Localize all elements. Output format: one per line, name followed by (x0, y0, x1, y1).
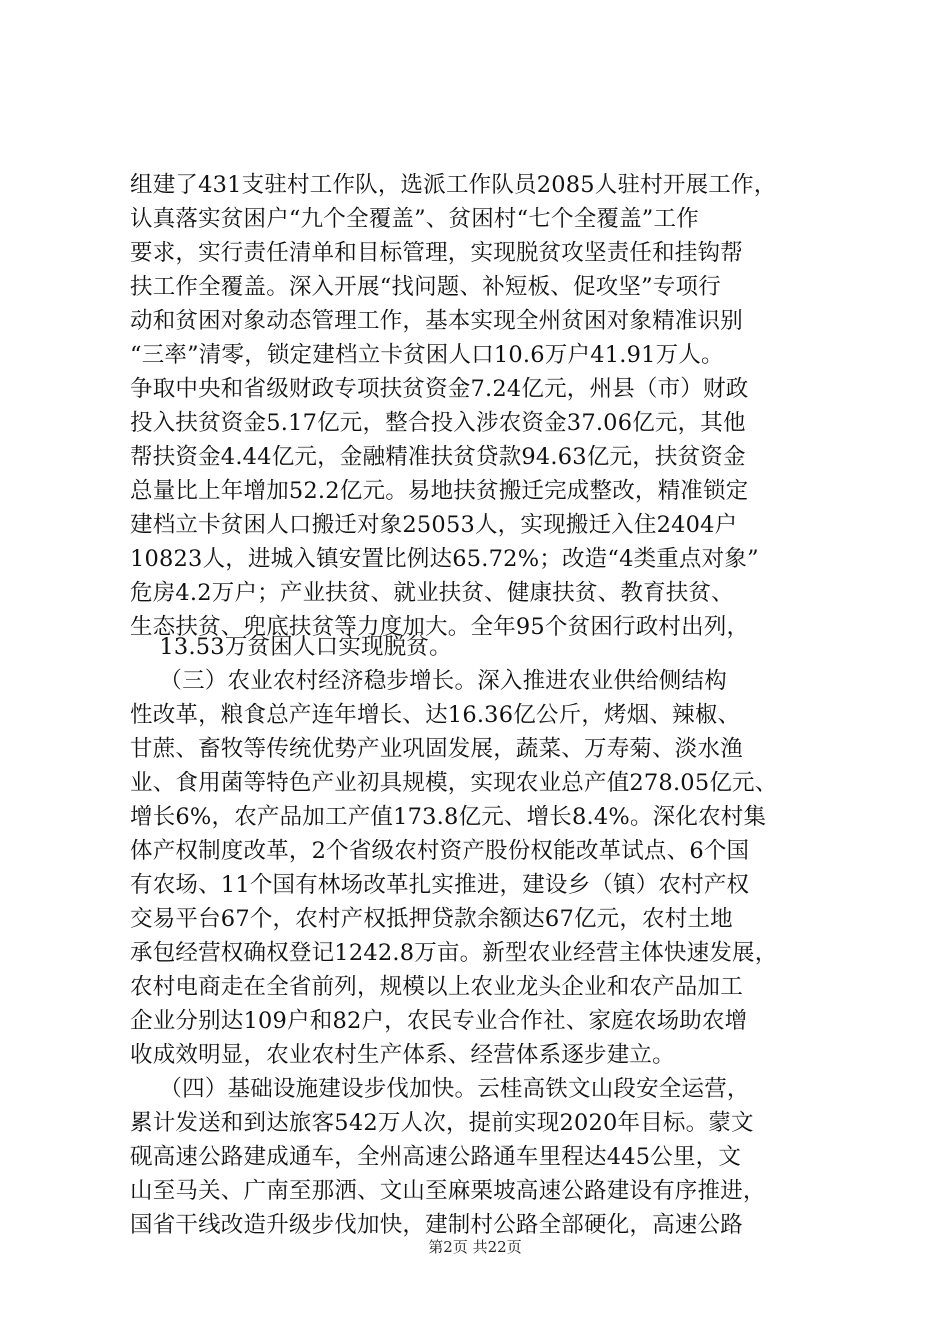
text-line: 危房4.2万户；产业扶贫、就业扶贫、健康扶贫、教育扶贫、 (130, 580, 734, 606)
text-line: 收成效明显，农业农村生产体系、经营体系逐步建立。 (130, 1042, 675, 1068)
text-line: 争取中央和省级财政专项扶贫资金7.24亿元，州县（市）财政 (130, 376, 749, 402)
text-line: 砚高速公路建成通车，全州高速公路通车里程达445公里，文 (130, 1144, 742, 1170)
text-line: 企业分别达109户和82户，农民专业合作社、家庭农场助农增 (130, 1008, 748, 1034)
text-line: 甘蔗、畜牧等传统优势产业巩固发展，蔬菜、万寿菊、淡水渔 (130, 736, 743, 762)
text-line: 建档立卡贫困人口搬迁对象25053人，实现搬迁入住2404户 (130, 512, 738, 538)
text-line: 组建了431支驻村工作队，选派工作队员2085人驻村开展工作， (130, 172, 777, 198)
text-line: 要求，实行责任清单和目标管理，实现脱贫攻坚责任和挂钩帮 (130, 240, 743, 266)
paragraph-poverty-alleviation (130, 168, 830, 644)
text-line: 总量比上年增加52.2亿元。易地扶贫搬迁完成整改，精准锁定 (130, 478, 749, 504)
text-line: 帮扶资金4.44亿元，金融精准扶贫贷款94.63亿元，扶贫资金 (130, 444, 746, 470)
text-line: “三率”清零，锁定建档立卡贫困人口10.6万户41.91万人。 (130, 342, 724, 368)
text-line: 业、食用菌等特色产业初具规模，实现农业总产值278.05亿元、 (130, 770, 778, 796)
text-line: 认真落实贫困户“九个全覆盖”、贫困村“七个全覆盖”工作 (130, 206, 699, 232)
text-line: 扶工作全覆盖。深入开展“找问题、补短板、促攻坚”专项行 (130, 274, 721, 300)
page-number-footer: 第2页 共22页 (428, 1238, 522, 1256)
text-line: 性改革，粮食总产连年增长、达16.36亿公斤，烤烟、辣椒、 (130, 702, 741, 728)
text-line: 承包经营权确权登记1242.8万亩。新型农业经营主体快速发展， (130, 940, 778, 966)
text-line: 体产权制度改革，2个省级农村资产股份权能改革试点、6个国 (130, 838, 750, 864)
text-line: 农村电商走在全省前列，规模以上农业龙头企业和农产品加工 (130, 974, 743, 1000)
text-line: 增长6%，农产品加工产值173.8亿元、增长8.4%。深化农村集 (130, 804, 767, 830)
text-line: 10823人，进城入镇安置比例达65.72%；改造“4类重点对象” (130, 546, 759, 572)
section-heading-line: （四）基础设施建设步伐加快。云桂高铁文山段安全运营， (130, 1076, 750, 1102)
section-heading-line: （三）农业农村经济稳步增长。深入推进农业供给侧结构 (130, 668, 727, 694)
text-line: 累计发送和到达旅客542万人次，提前实现2020年目标。蒙文 (130, 1110, 754, 1136)
text-line: 13.53万贫困人口实现脱贫。 (130, 634, 452, 660)
text-line: 山至马关、广南至那洒、文山至麻栗坡高速公路建设有序推进， (130, 1178, 766, 1204)
text-line: 国省干线改造升级步伐加快，建制村公路全部硬化，高速公路 (130, 1212, 743, 1238)
text-line: 交易平台67个，农村产权抵押贷款余额达67亿元，农村土地 (130, 906, 733, 932)
text-line: 动和贫困对象动态管理工作，基本实现全州贫困对象精准识别 (130, 308, 743, 334)
text-line: 投入扶贫资金5.17亿元，整合投入涉农资金37.06亿元，其他 (130, 410, 746, 436)
text-line: 生态扶贫、兜底扶贫等力度加大。全年95个贫困行政村出列， (130, 614, 750, 640)
paragraph-agriculture-infrastructure (130, 630, 830, 1242)
text-line: 有农场、11个国有林场改革扎实推进，建设乡（镇）农村产权 (130, 872, 750, 898)
